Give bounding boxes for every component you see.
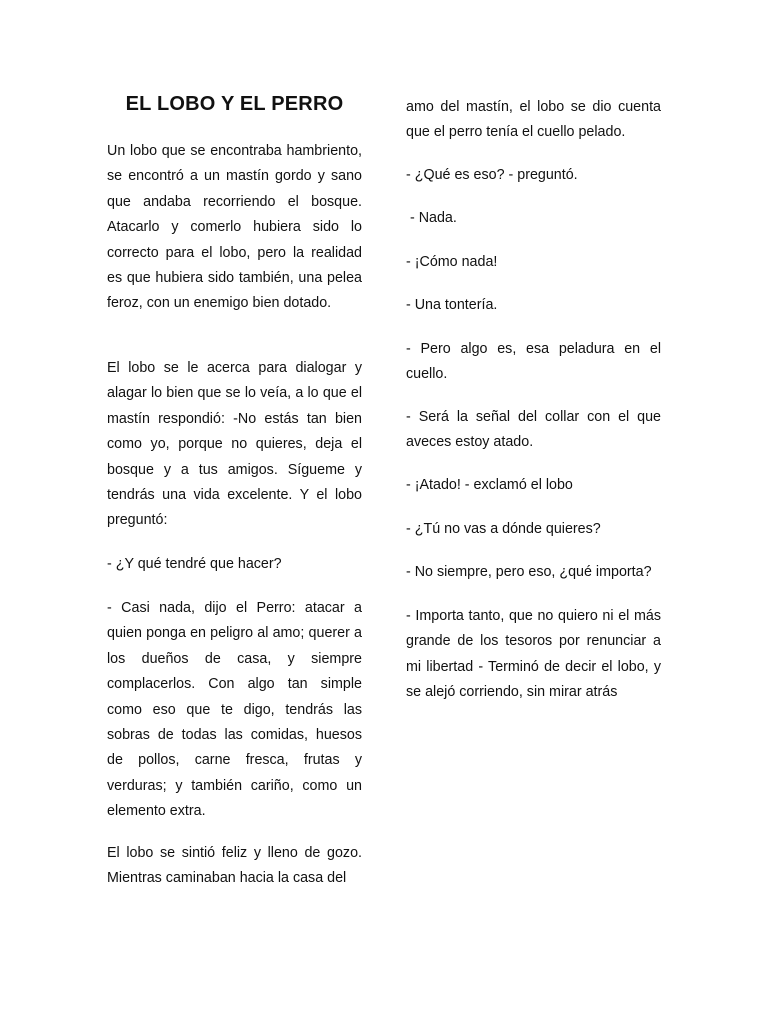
- paragraph: - Será la señal del collar con el que aveces estoy atado.: [406, 409, 661, 451]
- paragraph: - ¿Qué es eso? - preguntó.: [406, 167, 578, 183]
- paragraph: - ¿Tú no vas a dónde quieres?: [406, 521, 601, 537]
- paragraph: - Importa tanto, que no quiero ni el más grande de los tesoros por renunciar a mi libertad - Terminó de decir el lobo, y se alejó corriendo, sin mirar atrás: [406, 608, 661, 701]
- paragraph: - ¿Y qué tendré que hacer?: [107, 556, 282, 572]
- paragraph: amo del mastín, el lobo se dio cuenta que el perro tenía el cuello pelado.: [406, 99, 661, 141]
- paragraph: Un lobo que se encontraba hambriento, se encontró a un mastín gordo y sano que andaba recorriendo el bosque. Atacarlo y comerlo hubiera sido lo correcto para el lobo, pero la realidad es que hubiera sido también, una pelea feroz, con un enemigo bien dotado.: [107, 143, 362, 312]
- paragraph: El lobo se le acerca para dialogar y alagar lo bien que se lo veía, a lo que el mastín respondió: -No estás tan bien como yo, porque no quieres, deja el bosque y a tus amigos. Sígueme y tendrás una vida excelente. Y el lobo preguntó:: [107, 360, 362, 529]
- paragraph: - Una tontería.: [406, 297, 498, 313]
- paragraph: - Nada.: [406, 210, 457, 226]
- paragraph: - ¡Cómo nada!: [406, 254, 498, 270]
- paragraph: El lobo se sintió feliz y lleno de gozo. Mientras caminaban hacia la casa del: [107, 845, 362, 887]
- document-title: EL LOBO Y EL PERRO: [125, 93, 344, 115]
- paragraph: - Pero algo es, esa peladura en el cuello.: [406, 341, 661, 383]
- paragraph: - Casi nada, dijo el Perro: atacar a quien ponga en peligro al amo; querer a los dueños de casa, y siempre complacerlos. Con algo tan simple como eso que te digo, tendrás las sobras de todas las comidas, huesos de pollos, carne fresca, frutas y verduras; y también cariño, como un elemento extra.: [107, 600, 362, 820]
- paragraph: - No siempre, pero eso, ¿qué importa?: [406, 564, 652, 580]
- paragraph: - ¡Atado! - exclamó el lobo: [406, 477, 573, 493]
